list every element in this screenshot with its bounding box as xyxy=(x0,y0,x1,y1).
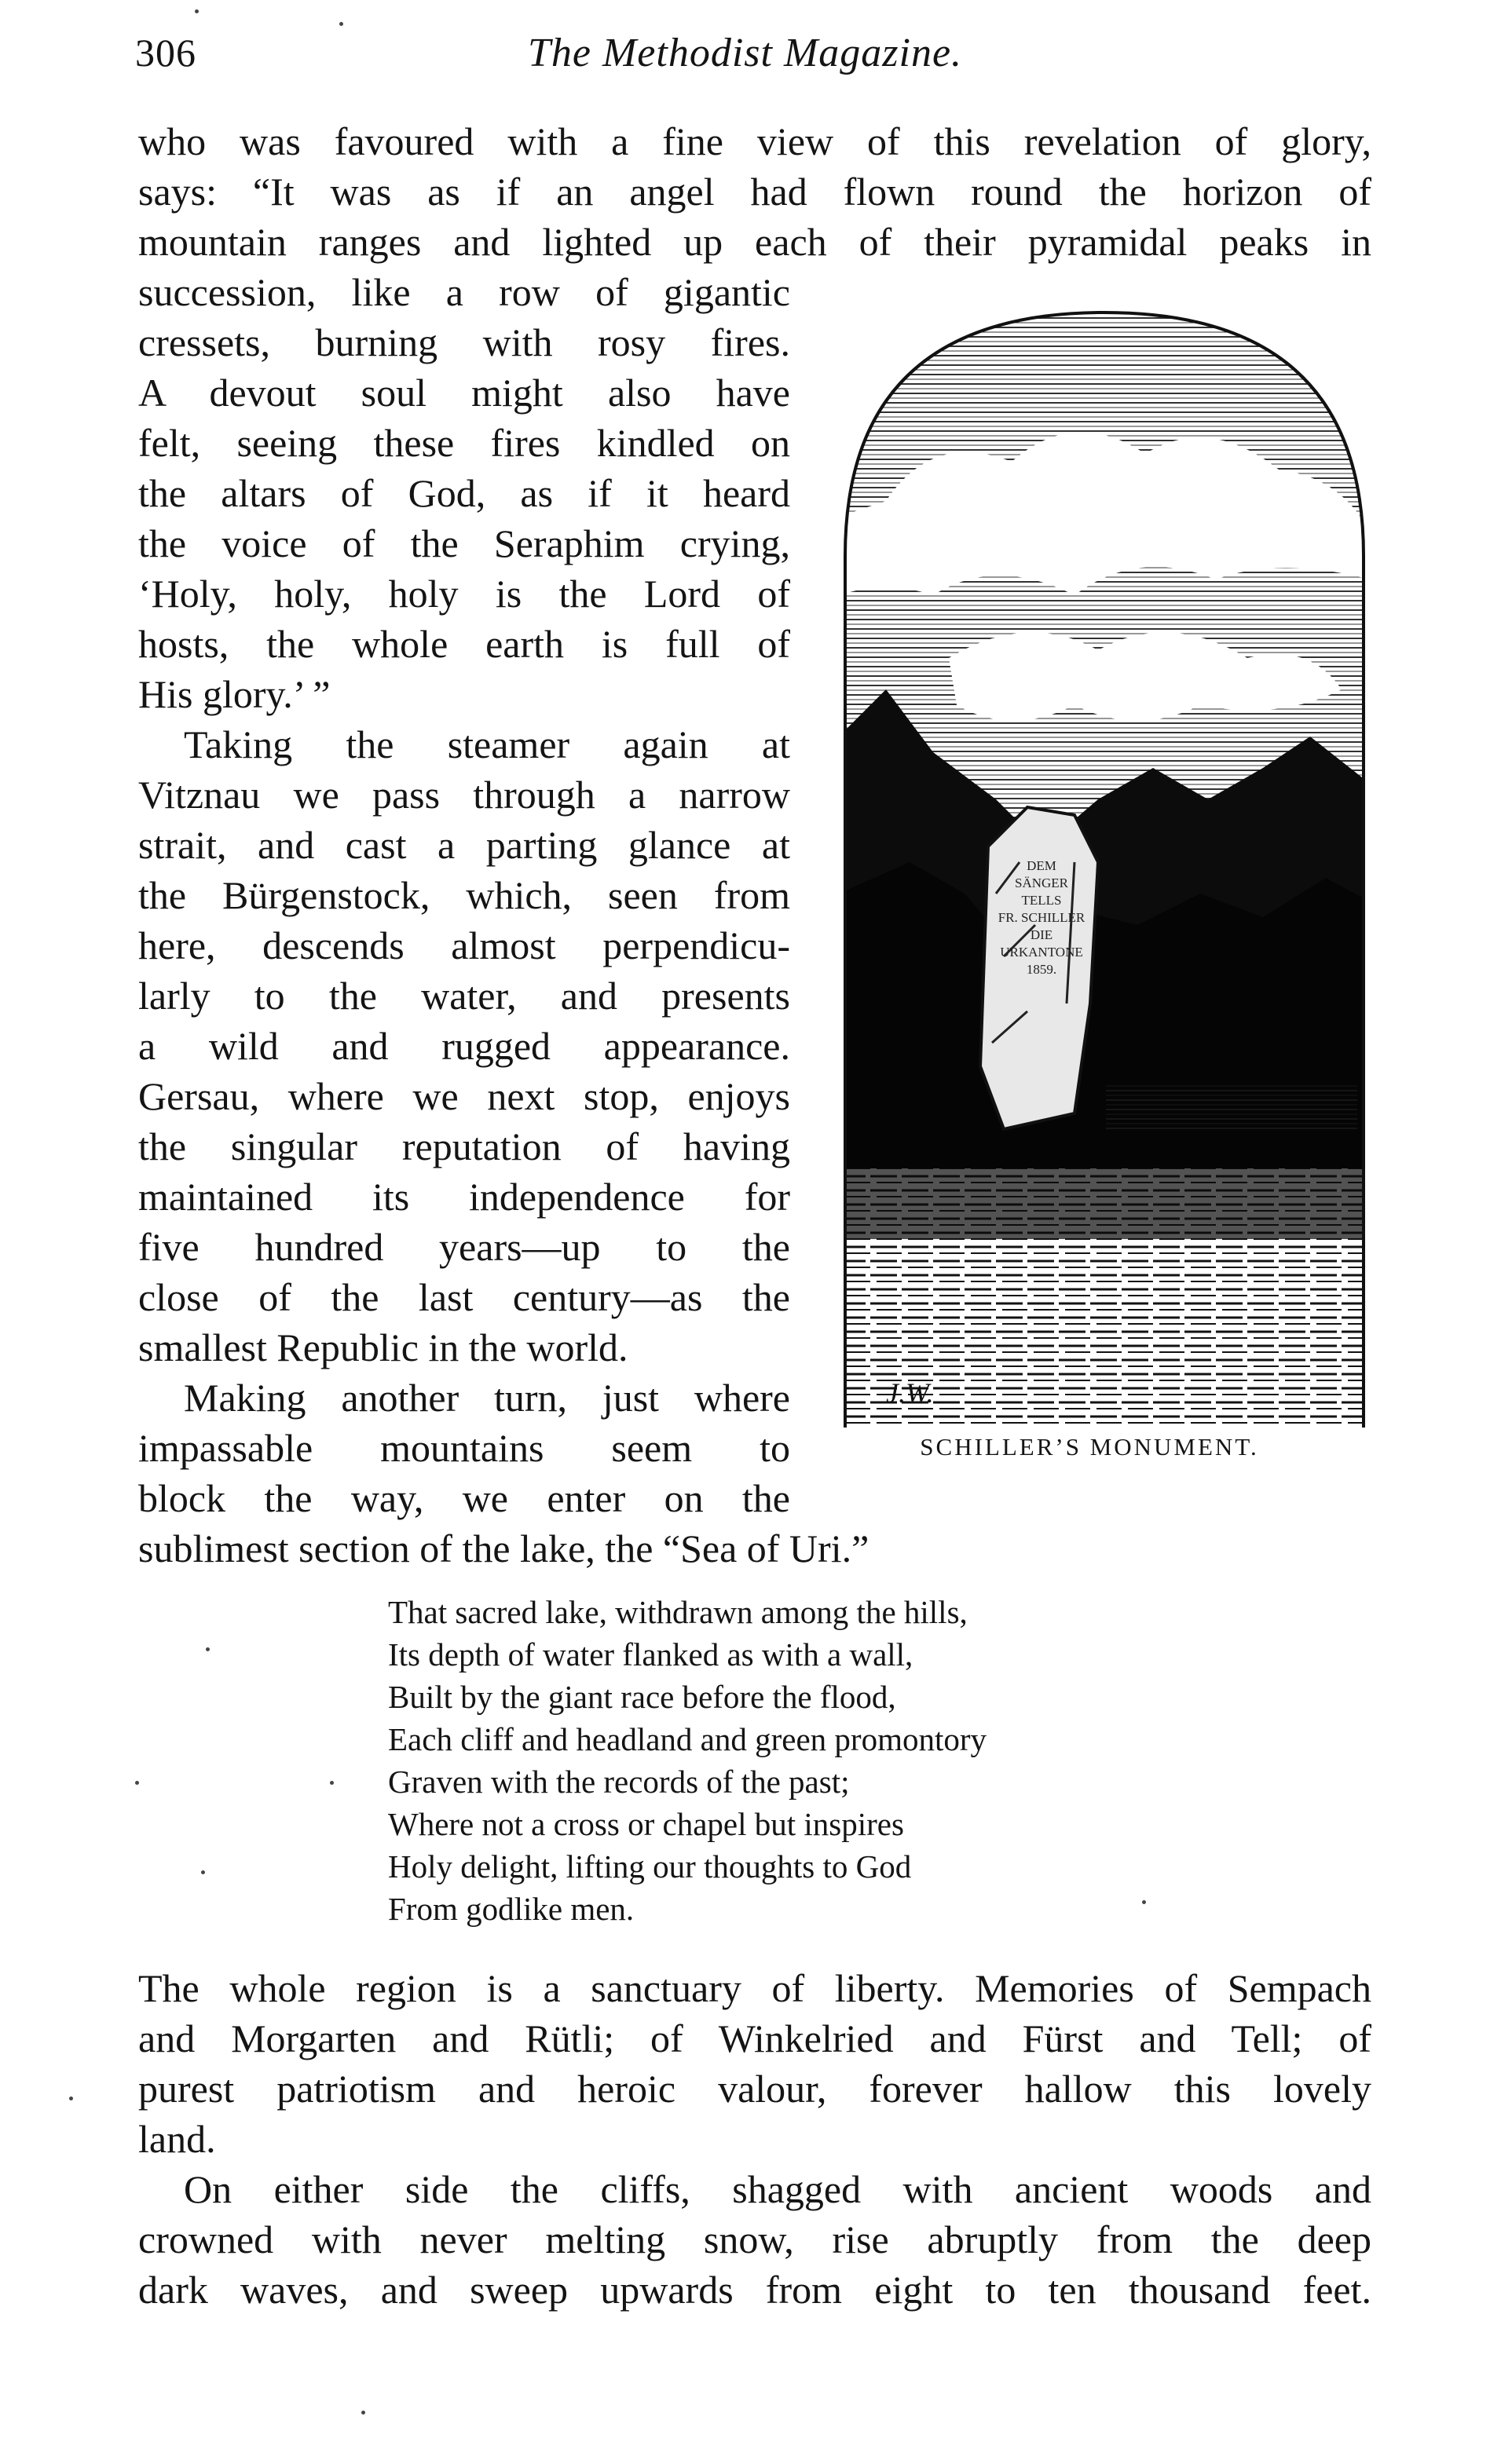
inscription-line: 1859. xyxy=(1026,962,1057,977)
verse-line: Where not a cross or chapel but inspires xyxy=(388,1806,904,1842)
running-title: The Methodist Magazine. xyxy=(527,31,963,75)
scan-speck xyxy=(201,1870,205,1874)
body-line: felt, seeing these fires kindled on xyxy=(138,421,790,465)
body-line: The whole region is a sanctuary of liberty. Memories of Sempach xyxy=(138,1966,1371,2010)
engraver-signature: J.W. xyxy=(886,1377,934,1409)
scan-speck xyxy=(1142,1900,1146,1904)
body-line: the Bürgenstock, which, seen from xyxy=(138,873,790,917)
verse-line: That sacred lake, withdrawn among the hills, xyxy=(388,1594,968,1630)
verse-line: Built by the giant race before the flood, xyxy=(388,1679,896,1715)
verse-line: Holy delight, lifting our thoughts to God xyxy=(388,1848,912,1885)
inscription-line: SÄNGER xyxy=(1014,876,1069,890)
inscription-line: DIE xyxy=(1030,927,1053,942)
inscription-line: TELLS xyxy=(1021,893,1062,908)
verse-line: Each cliff and headland and green promontory xyxy=(388,1721,987,1757)
body-line: smallest Republic in the world. xyxy=(138,1325,628,1369)
paragraph-start: On either side the cliffs, shagged with ancient woods and xyxy=(184,2167,1371,2211)
body-line: sublimest section of the lake, the “Sea of Uri.” xyxy=(138,1526,869,1570)
body-line: succession, like a row of gigantic xyxy=(138,270,790,314)
body-line: crowned with never melting snow, rise abruptly from the deep xyxy=(138,2217,1371,2261)
page-header xyxy=(0,30,1490,93)
verse-line: Its depth of water flanked as with a wall, xyxy=(388,1636,913,1673)
body-line: ‘Holy, holy, holy is the Lord of xyxy=(138,572,790,616)
verse-line: Graven with the records of the past; xyxy=(388,1764,850,1800)
inscription-line: DEM xyxy=(1027,858,1056,873)
inscription-line: FR. SCHILLER xyxy=(998,910,1085,925)
body-line: block the way, we enter on the xyxy=(138,1476,790,1520)
body-line: dark waves, and sweep upwards from eight to ten thousand feet. xyxy=(138,2268,1371,2312)
body-line: cressets, burning with rosy fires. xyxy=(138,320,790,364)
inscription-line: URKANTONE xyxy=(1000,945,1083,960)
scan-speck xyxy=(206,1647,210,1651)
body-line: close of the last century—as the xyxy=(138,1275,790,1319)
body-line: and Morgarten and Rütli; of Winkelried and Fürst and Tell; of xyxy=(138,2016,1371,2060)
page-number: 306 xyxy=(135,31,196,75)
scan-speck xyxy=(135,1781,139,1785)
body-line: purest patriotism and heroic valour, forever hallow this lovely xyxy=(138,2067,1371,2111)
scan-speck xyxy=(195,9,199,13)
body-line: says: “It was as if an angel had flown round the horizon of xyxy=(138,170,1371,214)
scan-speck xyxy=(330,1781,334,1785)
body-line: mountain ranges and lighted up each of their pyramidal peaks in xyxy=(138,220,1371,264)
body-line: the singular reputation of having xyxy=(138,1124,790,1168)
body-line: a wild and rugged appearance. xyxy=(138,1024,790,1068)
body-line: hosts, the whole earth is full of xyxy=(138,622,790,666)
verse-line: From godlike men. xyxy=(388,1891,635,1927)
body-line: land. xyxy=(138,2117,216,2161)
body-line: A devout soul might also have xyxy=(138,371,790,415)
paragraph-start: Making another turn, just where xyxy=(184,1376,790,1420)
body-line: five hundred years—up to the xyxy=(138,1225,790,1269)
body-line: maintained its independence for xyxy=(138,1175,790,1219)
scan-speck xyxy=(69,2097,73,2100)
scan-speck xyxy=(361,2411,365,2415)
body-line: who was favoured with a fine view of this revelation of glory, xyxy=(138,119,1371,163)
body-line: strait, and cast a parting glance at xyxy=(138,823,790,867)
body-line: impassable mountains seem to xyxy=(138,1426,790,1470)
body-line: Vitznau we pass through a narrow xyxy=(138,773,790,817)
body-line: Gersau, where we next stop, enjoys xyxy=(138,1074,790,1118)
scan-speck xyxy=(339,22,343,26)
paragraph-start: Taking the steamer again at xyxy=(184,722,790,766)
schiller-monument-engraving xyxy=(839,297,1370,1428)
body-line: His glory.’ ” xyxy=(138,672,331,716)
body-line: here, descends almost perpendicu- xyxy=(138,923,790,967)
figure-caption: SCHILLER’S MONUMENT. xyxy=(920,1433,1259,1460)
body-line: the voice of the Seraphim crying, xyxy=(138,521,790,565)
body-line: the altars of God, as if it heard xyxy=(138,471,790,515)
body-line: larly to the water, and presents xyxy=(138,974,790,1018)
